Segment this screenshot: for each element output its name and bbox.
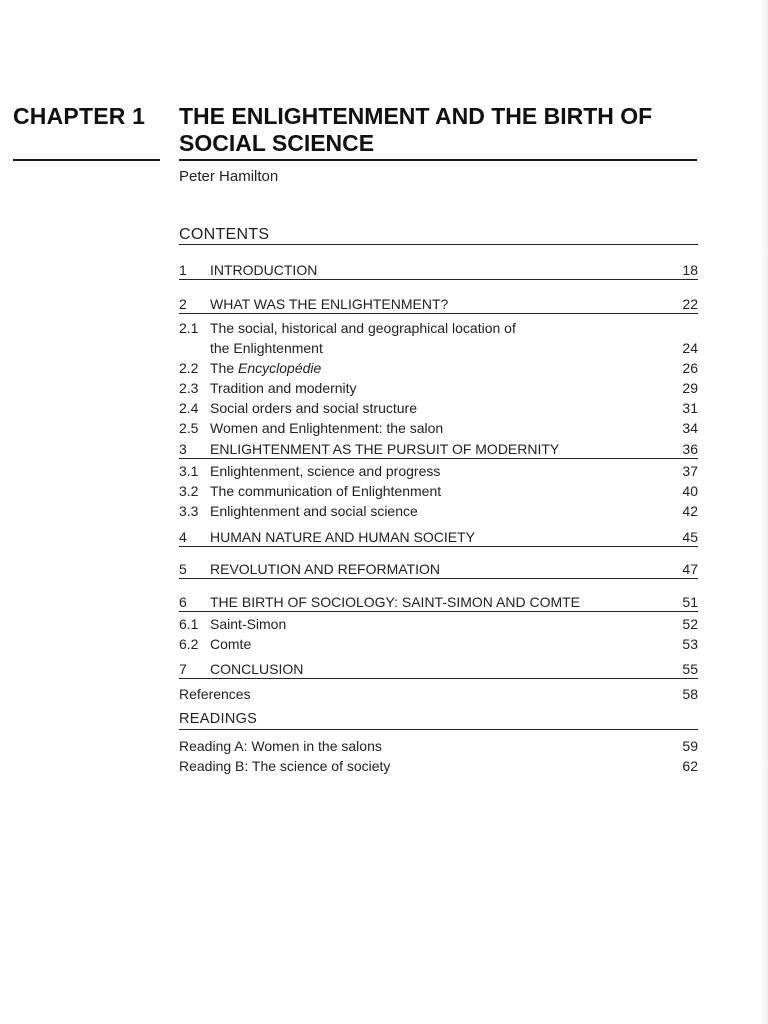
subsection-label: Social orders and social structure <box>210 400 417 416</box>
subsection-number: 3.2 <box>179 483 199 499</box>
toc-section-4[interactable] <box>179 528 698 547</box>
page-number: 37 <box>682 463 698 479</box>
page-number: 36 <box>682 441 698 457</box>
references-label: References <box>179 686 251 702</box>
subsection-label: Enlightenment and social science <box>210 503 418 519</box>
subsection-label: Comte <box>210 636 252 652</box>
page-number: 52 <box>682 616 698 632</box>
toc-subsection-3-3[interactable] <box>179 501 698 521</box>
section-number: 5 <box>179 561 187 577</box>
section-label: WHAT WAS THE ENLIGHTENMENT? <box>210 296 449 312</box>
toc-references[interactable] <box>179 684 698 704</box>
subsection-number: 2.3 <box>179 380 199 396</box>
toc-section-7[interactable] <box>179 660 698 679</box>
page-number: 53 <box>682 636 698 652</box>
page-number: 62 <box>682 758 698 774</box>
subsection-number: 3.1 <box>179 463 199 479</box>
subsection-label: Women and Enlightenment: the salon <box>210 420 444 436</box>
toc-subsection-2-3[interactable] <box>179 378 698 398</box>
toc-section-1[interactable] <box>179 261 698 280</box>
page-number: 31 <box>682 400 698 416</box>
page-number: 59 <box>682 738 698 754</box>
subsection-label: Tradition and modernity <box>210 380 357 396</box>
author: Peter Hamilton <box>179 168 279 185</box>
page-number: 51 <box>682 594 698 610</box>
page-number: 40 <box>682 483 698 499</box>
subsection-number: 2.1 <box>179 320 199 336</box>
subsection-number: 2.5 <box>179 420 199 436</box>
section-label: INTRODUCTION <box>210 262 318 278</box>
subsection-number: 6.1 <box>179 616 199 632</box>
section-label: REVOLUTION AND REFORMATION <box>210 561 440 577</box>
title-rule <box>179 159 697 161</box>
page-edge-shadow <box>760 0 768 1024</box>
contents-heading: CONTENTS <box>179 226 698 245</box>
toc-reading-a[interactable] <box>179 736 698 756</box>
toc-section-2[interactable] <box>179 295 698 314</box>
page-number: 45 <box>682 529 698 545</box>
subsection-number: 2.2 <box>179 360 199 376</box>
section-number: 2 <box>179 296 187 312</box>
subsection-number: 2.4 <box>179 400 199 416</box>
subsection-label: The communication of Enlightenment <box>210 483 442 499</box>
chapter-rule <box>13 159 160 161</box>
section-label: CONCLUSION <box>210 661 304 677</box>
page-number: 22 <box>682 296 698 312</box>
subsection-number: 6.2 <box>179 636 199 652</box>
section-number: 4 <box>179 529 187 545</box>
section-number: 1 <box>179 262 187 278</box>
page-number: 58 <box>682 686 698 702</box>
reading-label: Reading B: The science of society <box>179 758 391 774</box>
subsection-number: 3.3 <box>179 503 199 519</box>
section-label: ENLIGHTENMENT AS THE PURSUIT OF MODERNITY <box>210 441 560 457</box>
toc-subsection-3-2[interactable] <box>179 481 698 501</box>
chapter-label: CHAPTER 1 <box>13 103 146 129</box>
toc-section-6[interactable] <box>179 593 698 612</box>
table-of-contents <box>179 226 698 776</box>
toc-subsection-2-1[interactable] <box>179 318 698 358</box>
toc-subsection-6-2[interactable] <box>179 634 698 654</box>
toc-section-5[interactable] <box>179 560 698 579</box>
subsection-label-prefix: The <box>210 360 239 376</box>
page-number: 29 <box>682 380 698 396</box>
subsection-label: Saint-Simon <box>210 616 287 632</box>
section-number: 6 <box>179 594 187 610</box>
page-number: 34 <box>682 420 698 436</box>
section-label: HUMAN NATURE AND HUMAN SOCIETY <box>210 529 475 545</box>
page-number: 47 <box>682 561 698 577</box>
section-label: THE BIRTH OF SOCIOLOGY: SAINT-SIMON AND COMTE <box>210 594 581 610</box>
toc-subsection-3-1[interactable] <box>179 461 698 481</box>
subsection-label: Encyclopédie <box>238 360 322 376</box>
subsection-label: The social, historical and geographical location of the Enlightenment <box>210 320 516 356</box>
readings-heading: READINGS <box>179 710 698 730</box>
toc-subsection-2-2[interactable] <box>179 358 698 378</box>
chapter-title: THE ENLIGHTENMENT AND THE BIRTH OF SOCIAL SCIENCE <box>179 103 653 156</box>
subsection-label: Enlightenment, science and progress <box>210 463 441 479</box>
reading-label: Reading A: Women in the salons <box>179 738 382 754</box>
toc-reading-b[interactable] <box>179 756 698 776</box>
section-number: 7 <box>179 661 187 677</box>
toc-subsection-2-5[interactable] <box>179 418 698 438</box>
page-number: 26 <box>682 360 698 376</box>
toc-subsection-2-4[interactable] <box>179 398 698 418</box>
page-number: 42 <box>682 503 698 519</box>
page-number: 55 <box>682 661 698 677</box>
page-number: 24 <box>682 340 698 356</box>
toc-subsection-6-1[interactable] <box>179 614 698 634</box>
toc-section-3[interactable] <box>179 440 698 459</box>
section-number: 3 <box>179 441 187 457</box>
page-number: 18 <box>682 262 698 278</box>
